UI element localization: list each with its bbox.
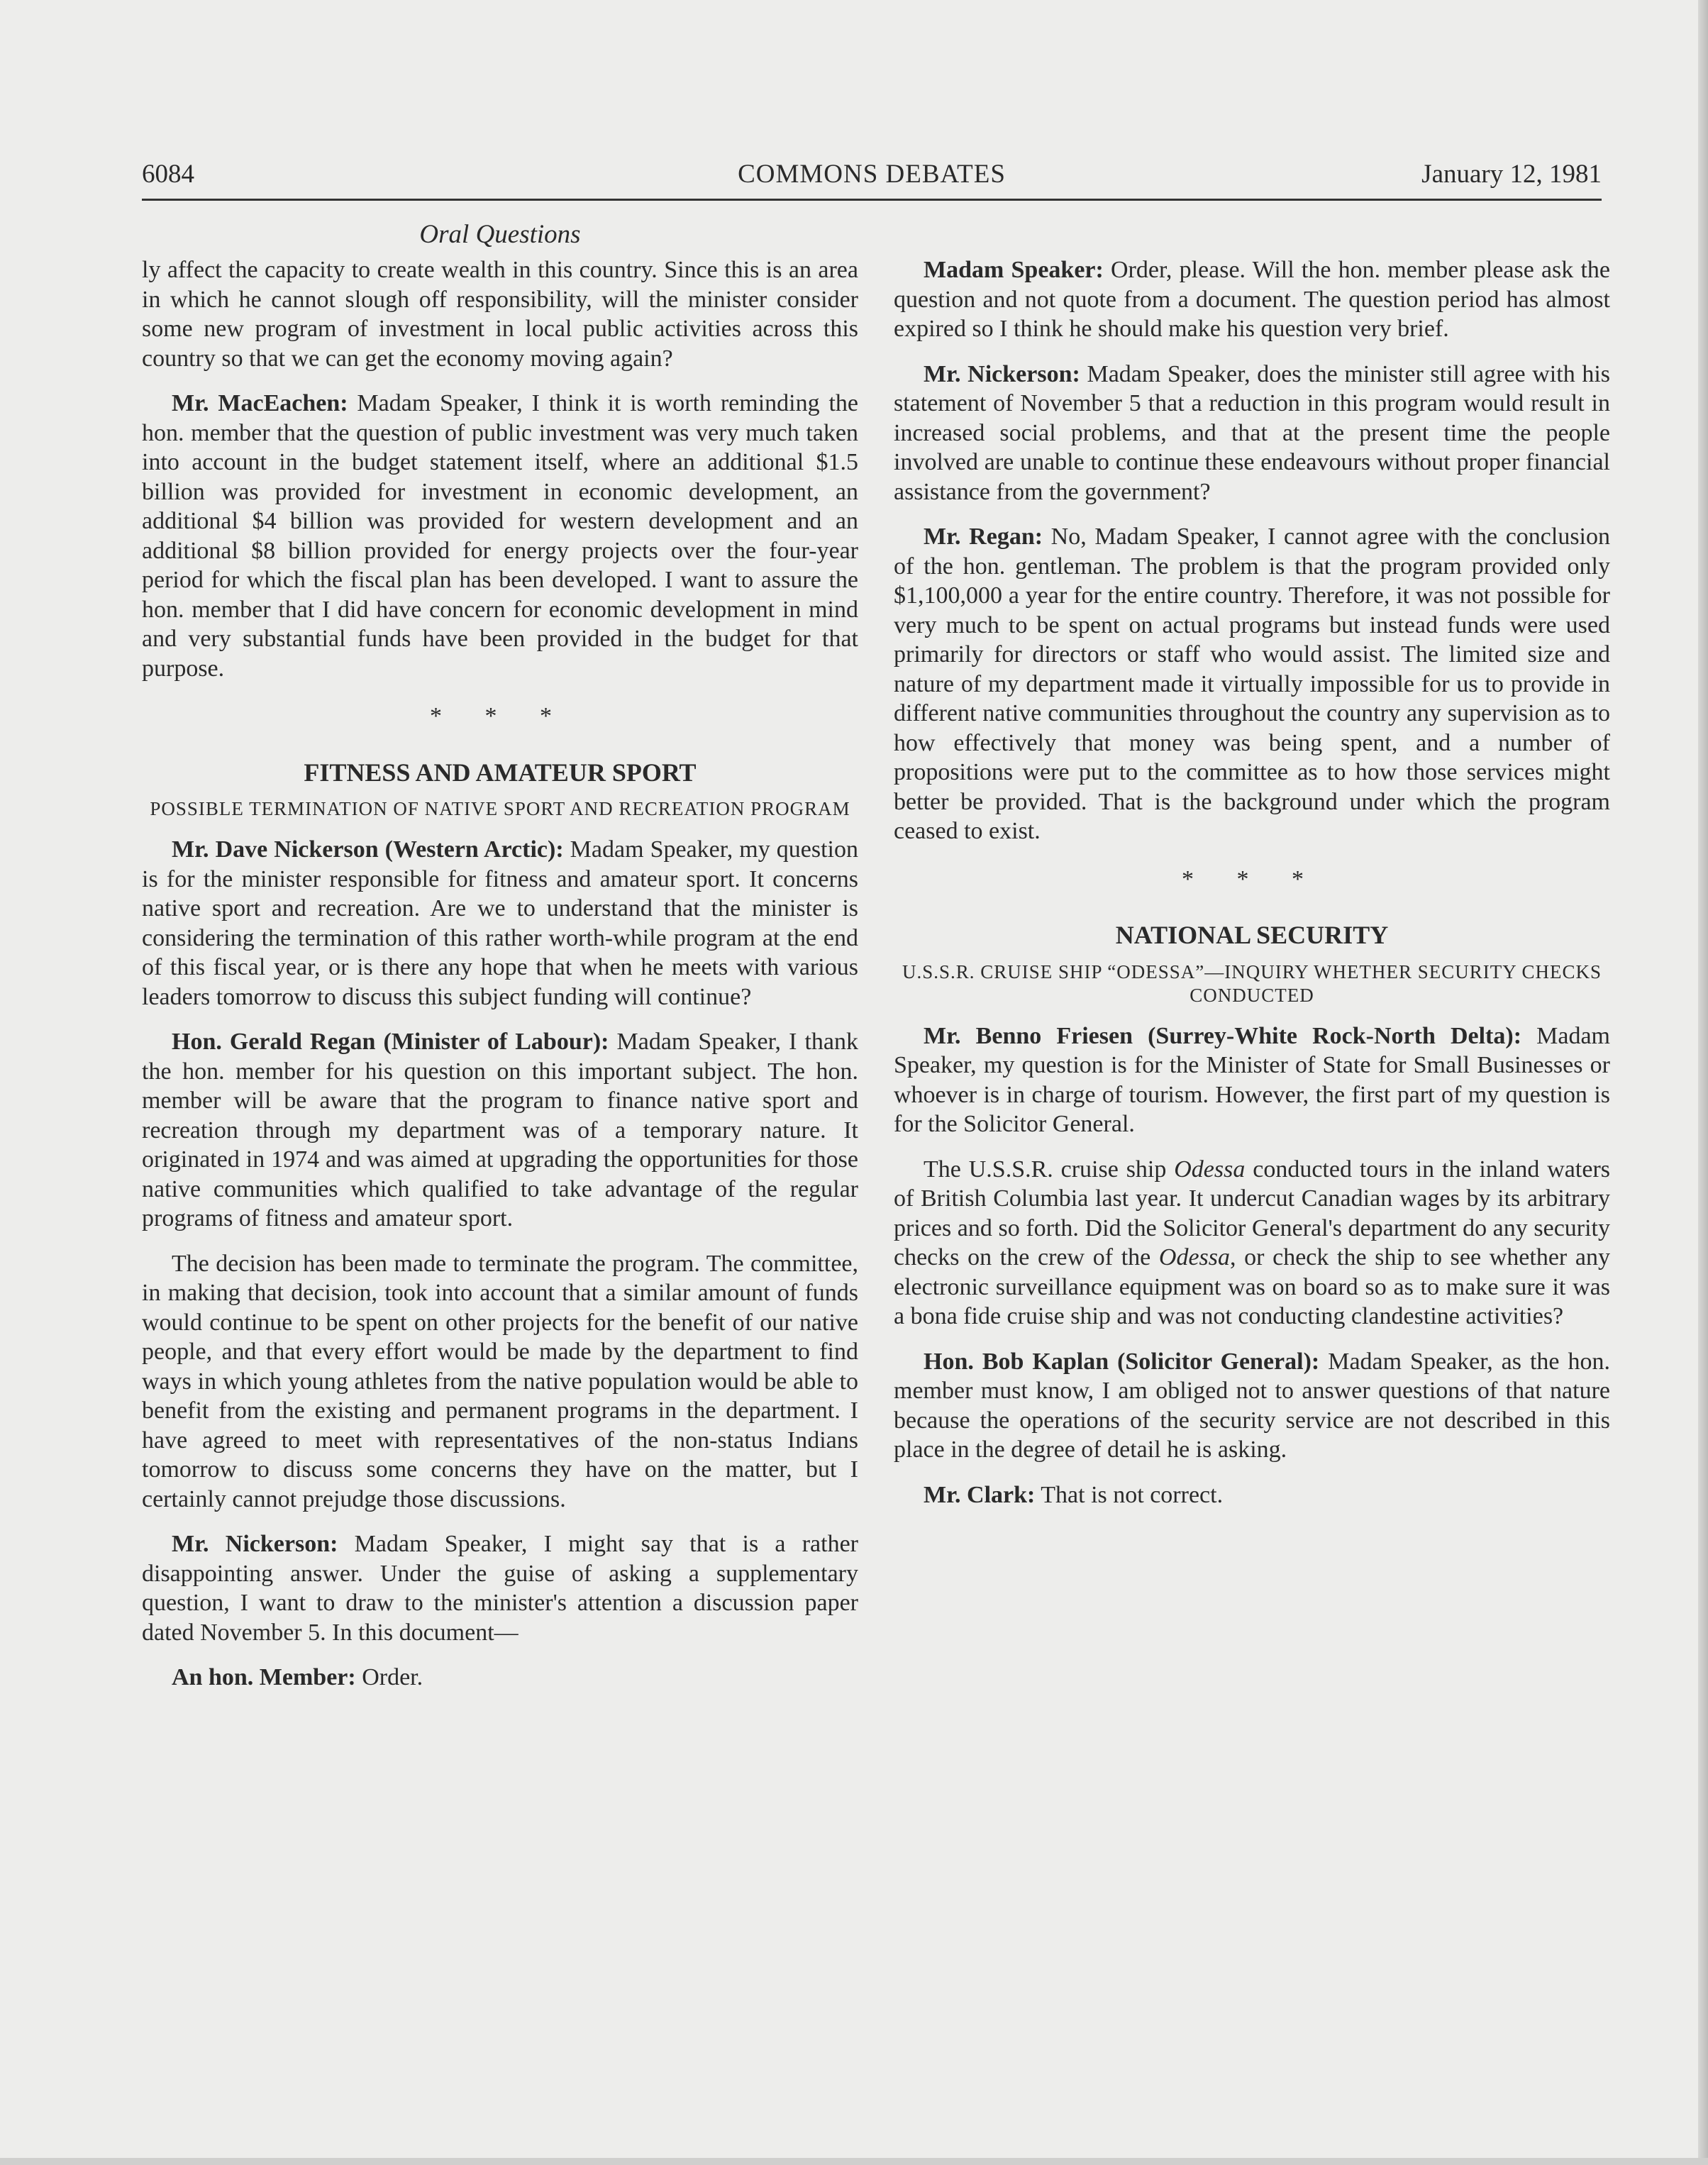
speech-text: Madam Speaker, I think it is worth reminding the hon. member that the question of public investment was very much taken into account in the budget statement itself, where an additional $1.5 billion was provided for investment in economic development, an additional $4 billion was provided for western development and an additional $8 billion provided for energy projects over the four-year period for which the fiscal plan has been developed. I want to assure the hon. member that I did have concern for economic development in mind and very substantial funds have been provided in the budget for that purpose.	[142, 390, 858, 682]
ship-name: Odessa	[1158, 1244, 1230, 1270]
speaker-name: Hon. Bob Kaplan (Solicitor General):	[924, 1348, 1320, 1375]
paragraph	[894, 255, 1610, 344]
paragraph	[142, 1027, 858, 1234]
paragraph	[894, 522, 1610, 846]
page-number: 6084	[142, 160, 194, 189]
section-subheading: U.S.S.R. CRUISE SHIP “ODESSA”—INQUIRY WHETHER SECURITY CHECKS CONDUCTED	[902, 960, 1602, 1006]
paragraph	[894, 1480, 1610, 1510]
speaker-name: Hon. Gerald Regan (Minister of Labour):	[172, 1029, 609, 1055]
speech-text: Madam Speaker, does the minister still agree with his statement of November 5 that a reduction in this program would result in increased social problems, and that at the present time the people involved are unable to continue these endeavours without proper financial assistance from the government?	[894, 360, 1610, 505]
running-head: Oral Questions	[419, 220, 581, 249]
paragraph	[894, 1021, 1610, 1139]
section-subheading: POSSIBLE TERMINATION OF NATIVE SPORT AND RECREATION PROGRAM	[150, 798, 850, 819]
section-heading: FITNESS AND AMATEUR SPORT	[304, 758, 697, 787]
paragraph	[142, 835, 858, 1012]
paragraph	[142, 389, 858, 683]
speech-text: The U.S.S.R. cruise ship	[924, 1156, 1175, 1183]
section-separator: * * *	[430, 703, 570, 729]
speaker-name: Madam Speaker:	[924, 257, 1104, 283]
speech-text: conducted tours in the inland waters of British Columbia last year. It undercut Canadian wages by its arbitrary prices and so forth. Did the Solicitor General's department do any security checks on the crew of the	[894, 1156, 1610, 1270]
left-column	[142, 255, 858, 1708]
issue-date: January 12, 1981	[1421, 160, 1602, 189]
speaker-name: Mr. Benno Friesen (Surrey-White Rock-North Delta):	[924, 1022, 1522, 1049]
page-bottom-shadow	[0, 2158, 1708, 2165]
speech-text: Madam Speaker, my question is for the Minister of State for Small Businesses or whoever is in charge of tourism. However, the first part of my question is for the Solicitor General.	[894, 1022, 1610, 1137]
speech-text: Madam Speaker, I might say that is a rather disappointing answer. Under the guise of asking a supplementary question, I want to draw to the minister's attention a discussion paper dated November 5. In this document—	[142, 1531, 858, 1646]
speech-text: Order.	[355, 1664, 423, 1690]
header-rule	[142, 199, 1602, 201]
ship-name: Odessa	[1174, 1156, 1246, 1183]
speech-text: Order, please. Will the hon. member please ask the question and not quote from a document. The question period has almost expired so I think he should make his question very brief.	[894, 257, 1610, 342]
publication-title: COMMONS DEBATES	[738, 160, 1006, 189]
right-column	[894, 255, 1610, 1525]
speaker-name: Mr. Nickerson:	[172, 1531, 338, 1557]
paragraph	[142, 1529, 858, 1647]
speech-text: Madam Speaker, my question is for the minister responsible for fitness and amateur sport. It concerns native sport and recreation. Are we to understand that the minister is considering the termination of this rather worth-while program at the end of this fiscal year, or is there any hope that when he meets with various leaders tomorrow to discuss this subject funding will continue?	[142, 836, 858, 1010]
speech-text: That is not correct.	[1035, 1481, 1224, 1508]
section-heading: NATIONAL SECURITY	[1115, 921, 1389, 949]
speaker-name: An hon. Member:	[172, 1664, 356, 1690]
speaker-name: Mr. Clark:	[924, 1481, 1036, 1508]
speaker-name: Mr. Regan:	[924, 524, 1043, 550]
speech-text: Madam Speaker, as the hon. member must know, I am obliged not to answer questions of that nature because the operations of the security service are not described in this place in the degree of detail he is asking.	[894, 1348, 1610, 1463]
paragraph	[142, 1663, 858, 1693]
speech-text: No, Madam Speaker, I cannot agree with the conclusion of the hon. gentleman. The problem is that the program provided only $1,100,000 a year for the entire country. Therefore, it was not possible for very much to be spent on actual programs but instead funds were used primarily for directors or staff who would assist. The limited size and nature of my department made it virtually impossible for us to provide in different native communities throughout the country any supervision as to how effectively that money was being spent, and a number of propositions were put to the committee as to how those services might better be provided. That is the background under which the program ceased to exist.	[894, 524, 1611, 844]
page-edge-shadow	[1698, 0, 1708, 2165]
speaker-name: Mr. MacEachen:	[172, 390, 348, 416]
paragraph: The decision has been made to terminate the program. The committee, in making that decision, took into account that a similar amount of funds would continue to be spent on other projects for the benefit of our native people, and that every effort would be made by the department to find ways in which young athletes from the native population would be able to benefit from the existing and permanent programs in the department. I have agreed to meet with representatives of the non-status Indians tomorrow to discuss some concerns they have on the matter, but I certainly cannot prejudge those discussions.	[142, 1250, 858, 1512]
speaker-name: Mr. Nickerson:	[924, 360, 1080, 387]
speech-text: Madam Speaker, I thank the hon. member for his question on this important subject. The hon. member will be aware that the program to finance native sport and recreation through my department was of a temporary nature. It originated in 1974 and was aimed at upgrading the opportunities for those native communities which qualified to take advantage of the regular programs of fitness and amateur sport.	[142, 1029, 858, 1231]
paragraph	[894, 360, 1610, 507]
speech-text: , or check the ship to see whether any electronic surveillance equipment was on board so as to make sure it was a bona fide cruise ship and was not conducting clandestine activities?	[894, 1244, 1610, 1329]
paragraph: ly affect the capacity to create wealth in this country. Since this is an area in which he cannot slough off responsibility, will the minister consider some new program of investment in local public activities across this country so that we can get the economy moving again?	[142, 257, 858, 372]
paragraph	[894, 1155, 1610, 1331]
paragraph	[894, 1347, 1610, 1465]
speaker-name: Mr. Dave Nickerson (Western Arctic):	[172, 836, 564, 863]
page-header	[142, 159, 1602, 199]
section-separator: * * *	[1182, 865, 1322, 892]
